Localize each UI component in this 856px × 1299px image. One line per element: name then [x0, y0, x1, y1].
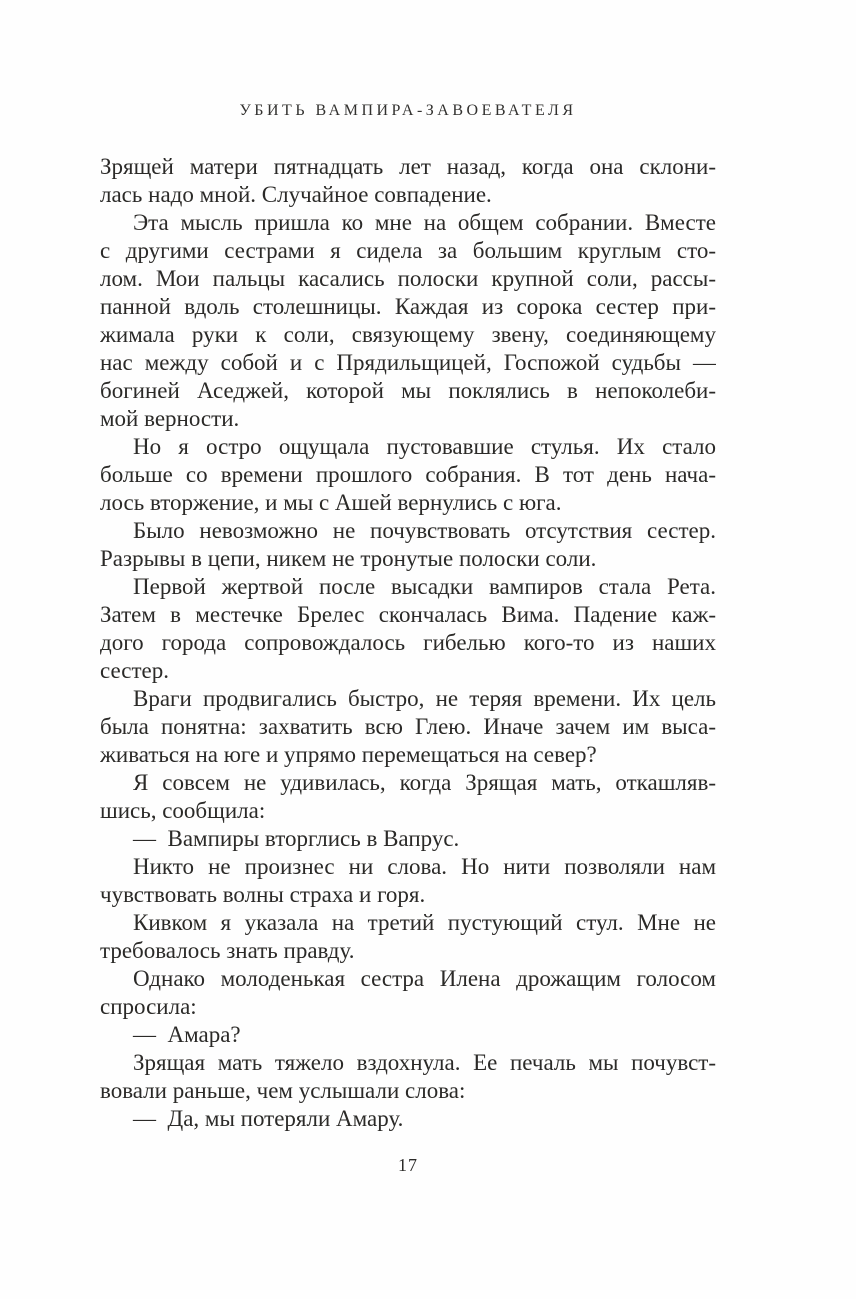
text-line: — Вампиры вторглись в Вапрус. [133, 826, 460, 851]
paragraph [100, 153, 716, 209]
text-line: лось вторжение, и мы с Ашей вернулись с юга. [100, 490, 562, 515]
paragraph [100, 965, 716, 1021]
paragraph [100, 209, 716, 433]
text-line: панной вдоль столешницы. Каждая из сорока сестер при- [100, 294, 716, 319]
text-line: Но я остро ощущала пустовавшие стулья. Их стало [133, 434, 716, 459]
text-line: вовали раньше, чем услышали слова: [100, 1078, 466, 1103]
paragraph [100, 685, 716, 769]
text-line: сестер. [100, 658, 169, 683]
text-line: Зрящей матери пятнадцать лет назад, когда она склони- [100, 154, 716, 179]
paragraph [100, 1105, 716, 1133]
paragraph [100, 573, 716, 685]
body-text [100, 153, 716, 1133]
text-line: Эта мысль пришла ко мне на общем собрании. Вместе [133, 210, 716, 235]
text-line: лась надо мной. Случайное совпадение. [100, 182, 492, 207]
text-line: дого города сопровождалось гибелью кого-то из наших [100, 630, 716, 655]
text-line: живаться на юге и упрямо перемещаться на север? [100, 742, 597, 767]
text-line: Я совсем не удивилась, когда Зрящая мать, откашляв- [133, 770, 716, 795]
text-line: Разрывы в цепи, никем не тронутые полоски соли. [100, 546, 597, 571]
text-line: — Да, мы потеряли Амару. [133, 1106, 404, 1131]
text-line: мой верности. [100, 406, 240, 431]
text-line: лом. Мои пальцы касались полоски крупной соли, рассы- [100, 266, 716, 291]
paragraph [100, 769, 716, 825]
text-line: была понятна: захватить всю Глею. Иначе зачем им выса- [100, 714, 716, 739]
text-line: чувствовать волны страха и горя. [100, 882, 426, 907]
page-number: 17 [398, 1155, 418, 1175]
text-line: жимала руки к соли, связующему звену, соединяющему [100, 322, 716, 347]
text-line: Никто не произнес ни слова. Но нити позволяли нам [133, 854, 716, 879]
text-line: требовалось знать правду. [100, 938, 355, 963]
text-line: шись, сообщила: [100, 798, 266, 823]
text-line: Первой жертвой после высадки вампиров стала Рета. [133, 574, 716, 599]
running-head [100, 101, 716, 120]
text-line: нас между собой и с Прядильщицей, Госпожой судьбы — [100, 350, 716, 375]
paragraph [100, 853, 716, 909]
text-line: с другими сестрами я сидела за большим круглым сто- [100, 238, 716, 263]
text-line: Враги продвигались быстро, не теряя времени. Их цель [133, 686, 716, 711]
text-line: Зрящая мать тяжело вздохнула. Ее печаль мы почувст- [133, 1050, 716, 1075]
text-line: Однако молоденькая сестра Илена дрожащим голосом [133, 966, 716, 991]
paragraph [100, 909, 716, 965]
book-title: УБИТЬ ВАМПИРА-ЗАВОЕВАТЕЛЯ [239, 102, 577, 119]
text-line: богиней Аседжей, которой мы поклялись в непоколеби- [100, 378, 716, 403]
text-line: Было невозможно не почувствовать отсутствия сестер. [133, 518, 716, 543]
paragraph [100, 517, 716, 573]
text-line: — Амара? [133, 1022, 241, 1047]
paragraph [100, 1049, 716, 1105]
text-line: спросила: [100, 994, 197, 1019]
text-line: Кивком я указала на третий пустующий стул. Мне не [133, 910, 716, 935]
page-footer [100, 1155, 716, 1176]
text-line: Затем в местечке Брелес скончалась Вима. Падение каж- [100, 602, 716, 627]
paragraph [100, 1021, 716, 1049]
text-line: больше со времени прошлого собрания. В тот день нача- [100, 462, 716, 487]
paragraph [100, 433, 716, 517]
paragraph [100, 825, 716, 853]
